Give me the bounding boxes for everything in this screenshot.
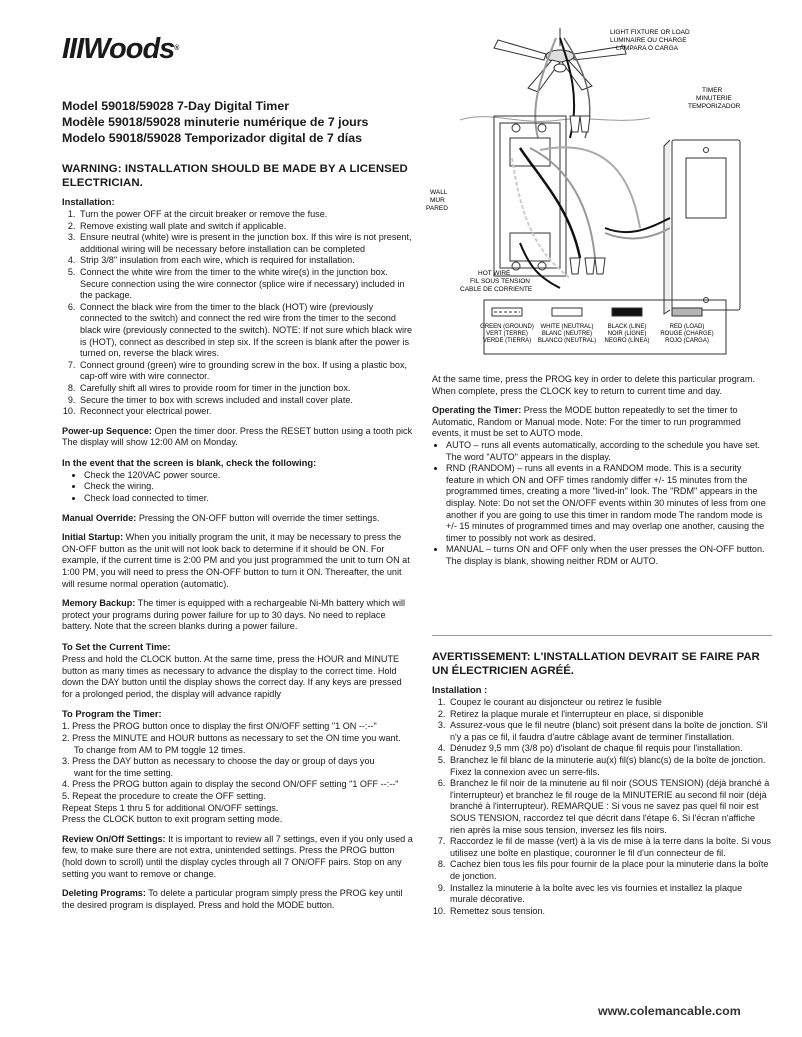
program-line: To change from AM to PM toggle 12 times. — [74, 744, 246, 755]
fixture-label-1: LIGHT FIXTURE OR LOAD — [610, 29, 690, 36]
program-line: Press the CLOCK button to exit program setting mode. — [62, 814, 283, 825]
website-url[interactable]: www.colemancable.com — [598, 1004, 741, 1018]
check-item: • Check the wiring. — [84, 481, 414, 493]
wire-color-legend — [480, 300, 726, 354]
legend-label: NOIR (LIGNE) — [607, 331, 647, 337]
hot-label-2: FIL SOUS TENSION — [470, 278, 530, 285]
fr-install-step: 3. Assurez-vous que le fil neutre (blanc) soit présent dans la boîte de jonction. S'il n'y a pas ce fil, il faudra d'autre câblage avant de terminer l'installation. — [448, 720, 772, 743]
legend-label: WHITE (NEUTRAL) — [540, 324, 594, 330]
french-installation-steps — [432, 697, 772, 917]
wire-connector-icon — [570, 116, 605, 274]
fr-install-step: 9. Installez la minuterie à la boîte avec les vis fournies et installez la plaque murale décorative. — [448, 883, 772, 906]
install-step: 3. Ensure neutral (white) wire is present in the junction box. If this wire is not present, additional wiring will be necessary before installation can be completed — [78, 232, 414, 255]
right-column-en — [432, 374, 772, 568]
legend-label: VERDE (TIERRA) — [482, 338, 532, 344]
french-installation-heading: Installation : — [432, 684, 488, 695]
wiring-diagram-svg — [420, 28, 780, 358]
mode-item-manual: • MANUAL – turns ON and OFF only when the user presses the ON-OFF button. The display is blank, showing neither RDM or AUTO. — [446, 544, 772, 567]
deleting-paragraph: Deleting Programs: To delete a particular program simply press the PROG key until the desired program is displayed. Press and hold the MODE button. — [62, 888, 403, 910]
fr-install-step: 4. Dénudez 9,5 mm (3/8 po) d'isolant de chaque fil requis pour l'installation. — [448, 743, 772, 755]
french-warning-heading: AVERTISSEMENT: L'INSTALLATION DEVRAIT SE FAIRE PAR UN ÉLECTRICIEN AGRÉÉ. — [432, 651, 760, 677]
powerup-paragraph: Power-up Sequence: Open the timer door. Press the RESET button using a tooth pick The display will show 12:00 AM on Monday. — [62, 425, 413, 448]
legend-label: NEGRO (LÍNEA) — [604, 338, 650, 344]
program-steps — [62, 721, 414, 825]
legend-label: BLANCO (NEUTRAL) — [537, 338, 597, 344]
install-step: 10. Reconnect your electrical power. — [78, 406, 414, 418]
wall-label-2: MUR — [430, 197, 445, 204]
legend-label: VERT (TERRE) — [486, 331, 528, 337]
model-title-es: Modelo 59018/59028 Temporizador digital de 7 días — [62, 131, 363, 145]
ceiling-fan-icon — [494, 28, 626, 92]
legend-swatch-red — [672, 308, 702, 316]
initial-startup-paragraph: Initial Startup: When you initially program the unit, it may be necessary to press the ON-OFF button as the unit will not look back to determine if it should be ON. For example, if the current time is 2:00 PM and you just programmed the unit to turn ON at 1:00 PM, you will need to press the ON-OFF button to turn it ON. Thereafter, the unit will resume normal operation (automatic). — [62, 532, 410, 589]
legend-swatch-white — [552, 308, 582, 316]
hot-label-1: HOT WIRE — [478, 270, 511, 277]
model-title-en: Model 59018/59028 7-Day Digital Timer — [62, 99, 290, 113]
timer-plate-icon — [664, 140, 740, 314]
delete-continued-text: At the same time, press the PROG key in order to delete this particular program. When complete, press the CLOCK key to return to current time and day. — [432, 374, 755, 396]
hot-label-3: CABLE DE CORRIENTE — [460, 286, 533, 293]
legend-label: GREEN (GROUND) — [480, 324, 534, 330]
operating-paragraph: Operating the Timer: Press the MODE button repeatedly to set the timer to Automatic, Random or Manual mode. Note: For the timer to run programmed events, it must be set to AUTO mode. — [432, 405, 741, 439]
warning-heading: WARNING: INSTALLATION SHOULD BE MADE BY A LICENSED ELECTRICIAN. — [62, 163, 408, 189]
fr-install-step: 5. Branchez le fil blanc de la minuterie au(x) fil(s) blanc(s) de la boîte de jonction. Fixez la connexion avec un serre-fils. — [448, 755, 772, 778]
legend-label: ROJO (CARGA) — [665, 338, 709, 344]
mode-item-random: • RND (RANDOM) – runs all events in a RANDOM mode. This is a security feature in which ON and OFF times randomly differ +/- 15 minutes from the programmed times, creating a more "lived-in" look. The "RDM" appears in the display. Note: Do not set the ON/OFF events within 30 minutes of less from one another if you are going to use this timer in random mode The random mode is +/- 15 minutes of programmed times and may overlap one another, causing the timer to possibly not work as desired. — [446, 463, 772, 544]
mode-list — [432, 440, 772, 568]
section-divider — [432, 635, 772, 636]
program-line: 5. Repeat the procedure to create the OFF setting. — [62, 790, 266, 801]
fr-install-step: 10. Remettez sous tension. — [448, 906, 772, 918]
french-section — [432, 650, 772, 917]
legend-label: RED (LOAD) — [669, 324, 705, 330]
timer-label-3: TEMPORIZADOR — [688, 103, 741, 110]
blank-screen-list — [62, 470, 414, 505]
legend-label: ROUGE (CHARGE) — [660, 331, 714, 337]
install-step: 8. Carefully shift all wires to provide room for timer in the junction box. — [78, 383, 414, 395]
set-time-heading: To Set the Current Time: — [62, 641, 171, 652]
fr-install-step: 8. Cachez bien tous les fils pour fournir de la place pour la minuterie dans la boîte de jonction. — [448, 859, 772, 882]
install-step: 1. Turn the power OFF at the circuit breaker or remove the fuse. — [78, 209, 414, 221]
model-title-fr: Modèle 59018/59028 minuterie numérique de 7 jours — [62, 115, 369, 129]
check-item: • Check the 120VAC power source. — [84, 470, 414, 482]
check-item: • Check load connected to timer. — [84, 493, 414, 505]
installation-steps — [62, 209, 414, 418]
mode-item-auto: • AUTO – runs all events automatically, according to the schedule you have set. The word "AUTO" appears in the display. — [446, 440, 772, 463]
wall-label-3: PARED — [426, 205, 448, 212]
manual-override-paragraph: Manual Override: Pressing the ON-OFF button will override the timer settings. — [62, 512, 380, 523]
legend-label: BLACK (LINE) — [607, 324, 647, 330]
fr-install-step: 1. Coupez le courant au disjoncteur ou retirez le fusible — [448, 697, 772, 709]
install-step: 4. Strip 3/8" insulation from each wire, which is required for installation. — [78, 255, 414, 267]
install-step: 6. Connect the black wire from the timer to the black (HOT) wire (previously connected to the switch) and connect the red wire from the timer to the second black wire (previously connected to the switch). NOTE: If not sure which black wire is (HOT), connect as described in step six. If the screen is blank after the power is turned on, reverse the black wires. — [78, 302, 414, 360]
install-step: 5. Connect the white wire from the timer to the white wire(s) in the junction box. Secure connection using the wire connector (splice wire if necessary) included in the package. — [78, 267, 414, 302]
wall-label-1: WALL — [430, 189, 448, 196]
install-step: 2. Remove existing wall plate and switch if applicable. — [78, 221, 414, 233]
program-line: 4. Press the PROG button again to display the second ON/OFF setting "1 OFF --:--" — [62, 779, 399, 790]
left-column — [62, 34, 414, 911]
program-line: 3. Press the DAY button as necessary to choose the day or group of days you — [62, 756, 375, 767]
fixture-label-3: LÁMPARA O CARGA — [616, 45, 679, 52]
review-paragraph: Review On/Off Settings: It is important to review all 7 settings, even if you only used a few, to make sure there are not extra, unintended settings. Press the PROG button (hold down to scroll) until the display cycles through all 7 ON/OFF pairs. Stop on any setting you want to remove or change. — [62, 833, 413, 879]
program-line: Repeat Steps 1 thru 5 for additional ON/OFF settings. — [62, 802, 279, 813]
fixture-label-2: LUMINAIRE OU CHARGE — [610, 37, 687, 44]
install-step: 9. Secure the timer to box with screws included and install cover plate. — [78, 395, 414, 407]
installation-heading: Installation: — [62, 196, 115, 207]
program-line: 1. Press the PROG button once to display the first ON/OFF setting "1 ON --:--" — [62, 721, 377, 732]
install-step: 7. Connect ground (green) wire to grounding screw in the box. If using a plastic box, cap-off wire with wire connector. — [78, 360, 414, 383]
program-line: 2. Press the MINUTE and HOUR buttons as necessary to set the ON time you want. — [62, 732, 401, 743]
program-heading: To Program the Timer: — [62, 708, 162, 720]
fr-install-step: 7. Raccordez le fil de masse (vert) à la vis de mise à la terre dans la boîte. Si vous utilisez une boîte en plastique, couronner le fil d'un connecteur de fil. — [448, 836, 772, 859]
fr-install-step: 2. Retirez la plaque murale et l'interrupteur en place, si disponible — [448, 709, 772, 721]
legend-swatch-black — [612, 308, 642, 316]
fr-install-step: 6. Branchez le fil noir de la minuterie au fil noir (SOUS TENSION) (déjà branché à l'interrupteur) et branchez le fil rouge de la MINUTERIE au second fil noir (déjà branché à l'interrupteur). REMARQUE : Si vous ne savez pas quel fil noir est SOUS TENSION, raccordez tel que décrit dans l'étape 6. Si l'écran n'affiche rien après la mise sous tension, inversez les fils noirs. — [448, 778, 772, 836]
timer-label-1: TIMER — [702, 87, 723, 94]
blank-screen-heading: In the event that the screen is blank, check the following: — [62, 456, 317, 468]
timer-label-2: MINUTERIE — [696, 95, 732, 102]
legend-label: BLANC (NEUTRE) — [541, 331, 593, 337]
woods-logo: IIIWoods® — [62, 33, 179, 65]
memory-backup-paragraph: Memory Backup: The timer is equipped with a rechargeable Ni-Mh battery which will protect your programs during power failure for up to 30 days. No need to replace battery. Note that the screen blanks during a power failure. — [62, 598, 406, 632]
program-line: want for the time setting. — [74, 767, 174, 778]
wiring-diagram — [420, 28, 780, 358]
set-time-text: Press and hold the CLOCK button. At the same time, press the HOUR and MINUTE button as many times as necessary to advance the display to the correct time. Hold down the DAY button until the display shows the correct day. If any keys are pressed for a prolonged period, the display will advance rapidly — [62, 654, 402, 699]
